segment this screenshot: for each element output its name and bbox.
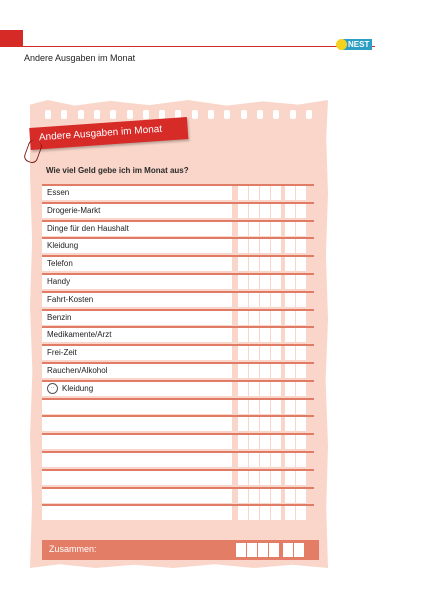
table-row xyxy=(42,273,314,291)
total-cents-box[interactable] xyxy=(283,543,294,557)
cent-digit-box[interactable] xyxy=(296,471,307,485)
total-digit-box[interactable] xyxy=(236,543,247,557)
euro-digit-box[interactable] xyxy=(260,257,271,271)
binder-hole xyxy=(78,110,84,119)
binder-hole xyxy=(110,110,116,119)
cent-digit-box[interactable] xyxy=(285,346,296,360)
page-title: Andere Ausgaben im Monat xyxy=(24,53,136,63)
expense-label[interactable] xyxy=(42,400,232,414)
table-row xyxy=(42,202,314,220)
expense-label-text: Fahrt-Kosten xyxy=(47,294,94,304)
cent-digit-box[interactable] xyxy=(296,275,307,289)
expense-label-text: Benzin xyxy=(47,312,72,322)
euro-digit-box[interactable] xyxy=(249,489,260,503)
header-rule xyxy=(23,46,375,47)
expense-label[interactable] xyxy=(42,489,232,503)
cent-digit-box[interactable] xyxy=(296,364,307,378)
table-row xyxy=(42,415,314,433)
cent-digit-box[interactable] xyxy=(296,293,307,307)
euro-digit-box[interactable] xyxy=(249,400,260,414)
euro-digit-box[interactable] xyxy=(271,471,282,485)
euro-digit-box[interactable] xyxy=(238,204,249,218)
table-row xyxy=(42,220,314,238)
expense-label[interactable] xyxy=(42,506,232,520)
cent-digit-box[interactable] xyxy=(285,293,296,307)
amount-boxes[interactable] xyxy=(238,435,307,449)
euro-digit-box[interactable] xyxy=(249,257,260,271)
expense-label[interactable] xyxy=(42,382,232,396)
binder-hole xyxy=(224,110,230,119)
euro-digit-box[interactable] xyxy=(271,186,282,200)
expense-label[interactable] xyxy=(42,293,232,307)
cent-digit-box[interactable] xyxy=(296,186,307,200)
amount-boxes[interactable] xyxy=(238,400,307,414)
table-row xyxy=(42,237,314,255)
sun-icon xyxy=(336,39,347,50)
euro-digit-box[interactable] xyxy=(249,382,260,396)
expense-label[interactable] xyxy=(42,471,232,485)
euro-digit-box[interactable] xyxy=(249,328,260,342)
total-amount-boxes[interactable] xyxy=(236,543,305,557)
table-row xyxy=(42,380,314,398)
cent-digit-box[interactable] xyxy=(296,346,307,360)
question-text: Wie viel Geld gebe ich im Monat aus? xyxy=(46,166,189,175)
ribbon-title: Andere Ausgaben im Monat xyxy=(29,117,188,150)
euro-digit-box[interactable] xyxy=(238,222,249,236)
euro-digit-box[interactable] xyxy=(249,364,260,378)
expense-label[interactable] xyxy=(42,364,232,378)
cent-digit-box[interactable] xyxy=(285,186,296,200)
amount-boxes[interactable] xyxy=(238,328,307,342)
amount-boxes[interactable] xyxy=(238,489,307,503)
cent-digit-box[interactable] xyxy=(296,453,307,467)
euro-digit-box[interactable] xyxy=(271,364,282,378)
expense-label-text: Essen xyxy=(47,188,70,197)
euro-digit-box[interactable] xyxy=(260,506,271,520)
expense-label[interactable] xyxy=(42,417,232,431)
amount-boxes[interactable] xyxy=(238,364,307,378)
expense-label[interactable] xyxy=(42,435,232,449)
expense-label-text: Rauchen/Alkohol xyxy=(47,365,108,375)
binder-hole xyxy=(306,110,312,119)
cent-digit-box[interactable] xyxy=(285,471,296,485)
total-digit-box[interactable] xyxy=(258,543,269,557)
table-row xyxy=(42,433,314,451)
cent-digit-box[interactable] xyxy=(285,275,296,289)
euro-digit-box[interactable] xyxy=(238,346,249,360)
cent-digit-box[interactable] xyxy=(296,400,307,414)
euro-digit-box[interactable] xyxy=(249,453,260,467)
expense-label[interactable] xyxy=(42,186,232,200)
euro-digit-box[interactable] xyxy=(238,435,249,449)
table-row xyxy=(42,255,314,273)
cent-digit-box[interactable] xyxy=(285,311,296,325)
binder-hole xyxy=(94,110,100,119)
table-row xyxy=(42,451,314,469)
binder-hole xyxy=(127,110,133,119)
binder-hole xyxy=(208,110,214,119)
euro-digit-box[interactable] xyxy=(249,311,260,325)
table-row xyxy=(42,504,314,522)
euro-digit-box[interactable] xyxy=(271,506,282,520)
amount-boxes[interactable] xyxy=(238,239,307,253)
euro-digit-box[interactable] xyxy=(260,489,271,503)
expense-label[interactable] xyxy=(42,328,232,342)
euro-digit-box[interactable] xyxy=(238,506,249,520)
expense-label[interactable] xyxy=(42,311,232,325)
euro-digit-box[interactable] xyxy=(238,453,249,467)
total-digit-box[interactable] xyxy=(247,543,258,557)
expense-label[interactable] xyxy=(42,346,232,360)
expense-label-text: Frei-Zeit xyxy=(47,348,77,358)
amount-boxes[interactable] xyxy=(238,186,307,200)
expense-label-text: Kleidung xyxy=(47,241,79,251)
euro-digit-box[interactable] xyxy=(238,311,249,325)
cent-digit-box[interactable] xyxy=(285,222,296,236)
total-bar xyxy=(42,540,319,560)
cent-digit-box[interactable] xyxy=(285,204,296,218)
binder-hole xyxy=(241,110,247,119)
euro-digit-box[interactable] xyxy=(260,417,271,431)
euro-digit-box[interactable] xyxy=(271,204,282,218)
expense-label[interactable] xyxy=(42,257,232,271)
amount-boxes[interactable] xyxy=(238,346,307,360)
euro-digit-box[interactable] xyxy=(238,257,249,271)
amount-boxes[interactable] xyxy=(238,293,307,307)
cent-digit-box[interactable] xyxy=(285,364,296,378)
amount-boxes[interactable] xyxy=(238,275,307,289)
cent-digit-box[interactable] xyxy=(296,417,307,431)
expense-table xyxy=(42,184,314,522)
euro-digit-box[interactable] xyxy=(249,506,260,520)
euro-digit-box[interactable] xyxy=(260,311,271,325)
binder-hole xyxy=(143,110,149,119)
cent-digit-box[interactable] xyxy=(285,400,296,414)
euro-digit-box[interactable] xyxy=(249,275,260,289)
expense-label[interactable] xyxy=(42,239,232,253)
cent-digit-box[interactable] xyxy=(296,489,307,503)
amount-boxes[interactable] xyxy=(238,417,307,431)
euro-digit-box[interactable] xyxy=(271,275,282,289)
euro-digit-box[interactable] xyxy=(260,364,271,378)
expense-label-text: Drogerie-Markt xyxy=(47,205,101,215)
euro-digit-box[interactable] xyxy=(249,239,260,253)
binder-hole xyxy=(257,110,263,119)
cent-digit-box[interactable] xyxy=(296,311,307,325)
euro-digit-box[interactable] xyxy=(260,328,271,342)
euro-digit-box[interactable] xyxy=(238,275,249,289)
expense-label-text: Medikamente/Arzt xyxy=(47,330,112,340)
table-row xyxy=(42,326,314,344)
euro-digit-box[interactable] xyxy=(249,186,260,200)
amount-boxes[interactable] xyxy=(238,222,307,236)
euro-digit-box[interactable] xyxy=(238,417,249,431)
euro-digit-box[interactable] xyxy=(260,346,271,360)
euro-digit-box[interactable] xyxy=(271,257,282,271)
cent-digit-box[interactable] xyxy=(285,417,296,431)
euro-digit-box[interactable] xyxy=(260,222,271,236)
expense-label-text: Handy xyxy=(47,276,71,286)
euro-digit-box[interactable] xyxy=(271,293,282,307)
cent-digit-box[interactable] xyxy=(296,204,307,218)
cent-digit-box[interactable] xyxy=(285,506,296,520)
expense-label[interactable] xyxy=(42,222,232,236)
logo-text: NEST xyxy=(343,39,372,50)
euro-digit-box[interactable] xyxy=(249,293,260,307)
euro-digit-box[interactable] xyxy=(260,239,271,253)
euro-digit-box[interactable] xyxy=(249,346,260,360)
euro-digit-box[interactable] xyxy=(238,328,249,342)
binder-hole xyxy=(45,110,51,119)
euro-digit-box[interactable] xyxy=(260,382,271,396)
table-row xyxy=(42,344,314,362)
cent-digit-box[interactable] xyxy=(285,257,296,271)
euro-digit-box[interactable] xyxy=(260,453,271,467)
binder-hole xyxy=(192,110,198,119)
euro-digit-box[interactable] xyxy=(260,400,271,414)
cent-digit-box[interactable] xyxy=(296,239,307,253)
cent-digit-box[interactable] xyxy=(285,382,296,396)
expense-label-text: Telefon xyxy=(47,259,73,269)
euro-digit-box[interactable] xyxy=(271,382,282,396)
table-row xyxy=(42,469,314,487)
euro-digit-box[interactable] xyxy=(249,435,260,449)
total-digit-box[interactable] xyxy=(269,543,280,557)
cent-digit-box[interactable] xyxy=(296,382,307,396)
expense-label-text: Kleidung xyxy=(62,383,94,393)
euro-digit-box[interactable] xyxy=(238,489,249,503)
euro-digit-box[interactable] xyxy=(260,204,271,218)
expense-label[interactable] xyxy=(42,453,232,467)
cent-digit-box[interactable] xyxy=(285,435,296,449)
expense-label[interactable] xyxy=(42,275,232,289)
cent-digit-box[interactable] xyxy=(296,222,307,236)
amount-boxes[interactable] xyxy=(238,453,307,467)
euro-digit-box[interactable] xyxy=(271,311,282,325)
euro-digit-box[interactable] xyxy=(260,435,271,449)
amount-boxes[interactable] xyxy=(238,471,307,485)
euro-digit-box[interactable] xyxy=(271,346,282,360)
cent-digit-box[interactable] xyxy=(296,328,307,342)
cent-digit-box[interactable] xyxy=(285,328,296,342)
binder-hole xyxy=(273,110,279,119)
euro-digit-box[interactable] xyxy=(271,328,282,342)
euro-digit-box[interactable] xyxy=(238,239,249,253)
cent-digit-box[interactable] xyxy=(296,506,307,520)
cent-digit-box[interactable] xyxy=(296,257,307,271)
cent-digit-box[interactable] xyxy=(285,453,296,467)
euro-digit-box[interactable] xyxy=(260,293,271,307)
euro-digit-box[interactable] xyxy=(271,435,282,449)
amount-boxes[interactable] xyxy=(238,382,307,396)
euro-digit-box[interactable] xyxy=(271,239,282,253)
euro-digit-box[interactable] xyxy=(271,489,282,503)
table-row xyxy=(42,309,314,327)
expense-label[interactable] xyxy=(42,204,232,218)
amount-boxes[interactable] xyxy=(238,311,307,325)
table-row xyxy=(42,362,314,380)
euro-digit-box[interactable] xyxy=(238,293,249,307)
euro-digit-box[interactable] xyxy=(249,204,260,218)
amount-boxes[interactable] xyxy=(238,257,307,271)
euro-digit-box[interactable] xyxy=(238,364,249,378)
euro-digit-box[interactable] xyxy=(271,400,282,414)
cent-digit-box[interactable] xyxy=(285,239,296,253)
total-cents-box[interactable] xyxy=(294,543,305,557)
table-row xyxy=(42,291,314,309)
euro-digit-box[interactable] xyxy=(271,453,282,467)
amount-boxes[interactable] xyxy=(238,506,307,520)
euro-digit-box[interactable] xyxy=(260,186,271,200)
euro-digit-box[interactable] xyxy=(260,275,271,289)
cent-digit-box[interactable] xyxy=(296,435,307,449)
cent-digit-box[interactable] xyxy=(285,489,296,503)
binder-hole xyxy=(61,110,67,119)
total-label: Zusammen: xyxy=(49,544,97,554)
corner-accent xyxy=(0,30,23,47)
euro-digit-box[interactable] xyxy=(238,382,249,396)
euro-digit-box[interactable] xyxy=(249,222,260,236)
smiley-icon: ·· xyxy=(47,383,58,394)
nest-logo xyxy=(336,37,374,51)
amount-boxes[interactable] xyxy=(238,204,307,218)
euro-digit-box[interactable] xyxy=(238,186,249,200)
table-row xyxy=(42,487,314,505)
euro-digit-box[interactable] xyxy=(271,417,282,431)
euro-digit-box[interactable] xyxy=(260,471,271,485)
binder-hole xyxy=(290,110,296,119)
table-row xyxy=(42,398,314,416)
euro-digit-box[interactable] xyxy=(249,471,260,485)
euro-digit-box[interactable] xyxy=(238,471,249,485)
euro-digit-box[interactable] xyxy=(249,417,260,431)
table-row xyxy=(42,184,314,202)
euro-digit-box[interactable] xyxy=(271,222,282,236)
expense-label-text: Dinge für den Haushalt xyxy=(47,223,129,233)
euro-digit-box[interactable] xyxy=(238,400,249,414)
